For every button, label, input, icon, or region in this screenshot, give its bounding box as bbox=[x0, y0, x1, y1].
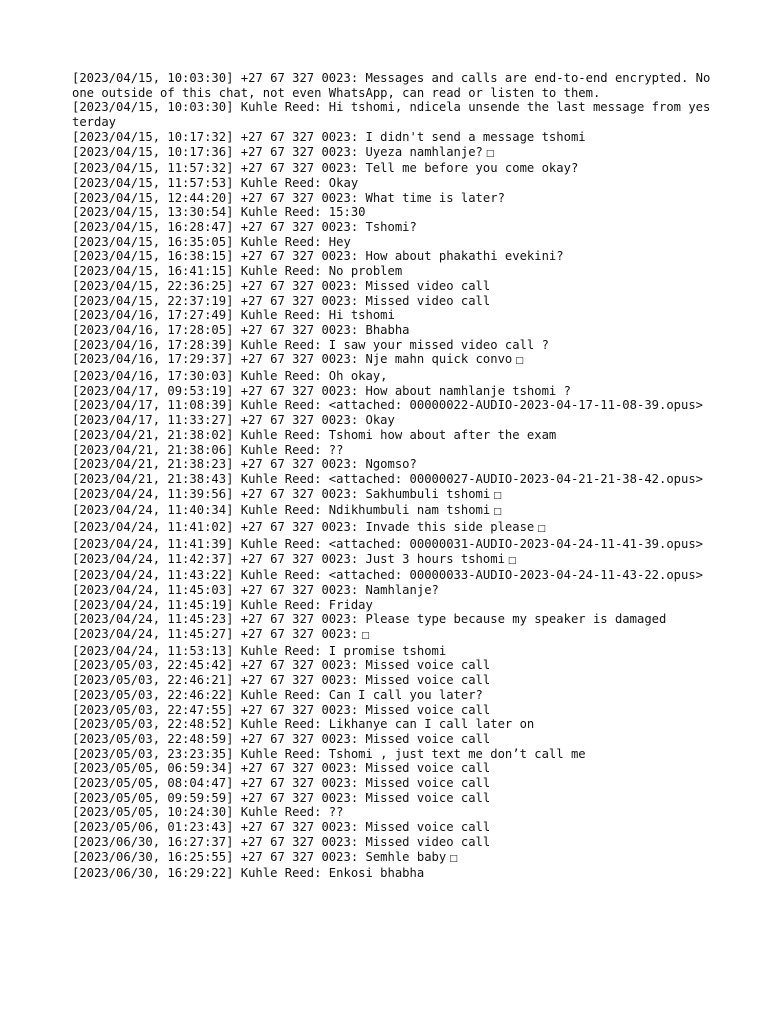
chat-message-text: [2023/06/30, 16:29:22] Kuhle Reed: Enkosi bhabha bbox=[72, 866, 425, 881]
chat-message-text: [2023/04/15, 10:03:30] +27 67 327 0023: Messages and calls are end-to-end encrypted. No one outside of this chat, not even WhatsApp, can read or listen to them. bbox=[72, 71, 718, 100]
chat-message-line bbox=[72, 443, 712, 458]
chat-message-line bbox=[72, 776, 712, 791]
chat-message-text: [2023/04/24, 11:41:02] +27 67 327 0023: Invade this side please bbox=[72, 520, 535, 535]
chat-message-line bbox=[72, 520, 712, 537]
chat-message-text: [2023/04/24, 11:45:03] +27 67 327 0023: Namhlanje? bbox=[72, 582, 439, 597]
chat-message-line bbox=[72, 71, 718, 100]
chat-message-text: [2023/04/15, 16:28:47] +27 67 327 0023: Tshomi? bbox=[72, 220, 417, 235]
chat-message-line bbox=[72, 537, 712, 552]
chat-message-text: [2023/04/16, 17:27:49] Kuhle Reed: Hi tshomi bbox=[72, 308, 395, 323]
chat-message-text: [2023/05/05, 06:59:34] +27 67 327 0023: Missed voice call bbox=[72, 761, 491, 776]
emoji-placeholder-icon: □ bbox=[493, 507, 502, 518]
chat-message-line bbox=[72, 130, 712, 145]
chat-message-text: [2023/05/05, 08:04:47] +27 67 327 0023: Missed voice call bbox=[72, 776, 491, 791]
chat-message-line bbox=[72, 369, 712, 384]
emoji-placeholder-icon: □ bbox=[537, 524, 546, 535]
chat-message-line bbox=[72, 220, 712, 235]
emoji-placeholder-icon: □ bbox=[493, 490, 502, 501]
chat-message-text: [2023/04/16, 17:30:03] Kuhle Reed: Oh okay, bbox=[72, 369, 388, 384]
chat-message-text: [2023/05/03, 22:47:55] +27 67 327 0023: Missed voice call bbox=[72, 702, 491, 717]
chat-message-text: [2023/04/24, 11:40:34] Kuhle Reed: Ndikhumbuli nam tshomi bbox=[72, 503, 491, 518]
chat-message-line bbox=[72, 688, 712, 703]
chat-message-text: [2023/04/21, 21:38:02] Kuhle Reed: Tshomi how about after the exam bbox=[72, 427, 557, 442]
emoji-placeholder-icon: □ bbox=[507, 555, 517, 566]
chat-message-line bbox=[72, 835, 712, 850]
chat-message-text: [2023/05/03, 22:45:42] +27 67 327 0023: Missed voice call bbox=[72, 658, 491, 673]
chat-message-line bbox=[72, 791, 712, 806]
chat-message-line bbox=[72, 457, 712, 472]
chat-message-line bbox=[72, 820, 712, 835]
chat-message-text: [2023/04/15, 11:57:53] Kuhle Reed: Okay bbox=[72, 175, 359, 190]
chat-message-text: [2023/04/24, 11:45:19] Kuhle Reed: Friday bbox=[72, 597, 373, 612]
chat-message-line bbox=[72, 279, 712, 294]
chat-message-line bbox=[72, 338, 712, 353]
chat-message-text: [2023/04/24, 11:45:27] +27 67 327 0023: bbox=[72, 627, 359, 642]
chat-message-line bbox=[72, 145, 712, 162]
chat-message-line bbox=[72, 747, 712, 762]
chat-message-line bbox=[72, 583, 712, 598]
chat-message-text: [2023/04/15, 10:03:30] Kuhle Reed: Hi tshomi, ndicela unsende the last message from yesterday bbox=[72, 100, 711, 130]
chat-message-line bbox=[72, 413, 712, 428]
chat-message-text: [2023/04/24, 11:41:39] Kuhle Reed: <attached: 00000031-AUDIO-2023-04-24-11-41-39.opus> bbox=[72, 536, 704, 551]
chat-message-text: [2023/06/30, 16:25:55] +27 67 327 0023: Semhle baby bbox=[72, 849, 447, 864]
chat-message-text: [2023/04/16, 17:28:39] Kuhle Reed: I saw your missed video call ? bbox=[72, 337, 549, 352]
chat-message-line bbox=[72, 176, 712, 191]
chat-message-line bbox=[72, 323, 712, 338]
chat-message-line bbox=[72, 866, 712, 881]
chat-message-line bbox=[72, 612, 712, 627]
chat-message-text: [2023/04/16, 17:28:05] +27 67 327 0023: Bhabha bbox=[72, 322, 410, 337]
chat-message-text: [2023/05/03, 22:48:52] Kuhle Reed: Likhanye can I call later on bbox=[72, 717, 535, 732]
chat-message-text: [2023/04/24, 11:45:23] +27 67 327 0023: Please type because my speaker is damaged bbox=[72, 612, 667, 627]
chat-message-line bbox=[72, 503, 712, 520]
chat-message-line bbox=[72, 703, 712, 718]
chat-message-line bbox=[72, 568, 712, 583]
chat-message-text: [2023/04/24, 11:43:22] Kuhle Reed: <attached: 00000033-AUDIO-2023-04-24-11-43-22.opus> bbox=[72, 568, 704, 583]
chat-message-text: [2023/04/21, 21:38:06] Kuhle Reed: ?? bbox=[72, 442, 344, 457]
chat-message-text: [2023/05/03, 22:48:59] +27 67 327 0023: Missed voice call bbox=[72, 731, 491, 746]
chat-message-line bbox=[72, 627, 712, 644]
chat-message-text: [2023/04/21, 21:38:43] Kuhle Reed: <attached: 00000027-AUDIO-2023-04-21-21-38-42.opus> bbox=[72, 471, 704, 486]
chat-message-line bbox=[72, 472, 712, 487]
chat-message-text: [2023/04/15, 22:36:25] +27 67 327 0023: Missed video call bbox=[72, 278, 491, 293]
chat-message-text: [2023/04/15, 16:35:05] Kuhle Reed: Hey bbox=[72, 234, 351, 249]
chat-message-text: [2023/05/06, 01:23:43] +27 67 327 0023: Missed voice call bbox=[72, 820, 491, 835]
chat-message-text: [2023/04/21, 21:38:23] +27 67 327 0023: Ngomso? bbox=[72, 457, 417, 472]
chat-message-line bbox=[72, 644, 712, 659]
chat-message-line bbox=[72, 308, 712, 323]
chat-message-line bbox=[72, 761, 712, 776]
chat-message-line bbox=[72, 717, 712, 732]
chat-message-line bbox=[72, 294, 712, 309]
chat-message-line bbox=[72, 658, 712, 673]
chat-message-line bbox=[72, 191, 712, 206]
chat-message-line bbox=[72, 249, 712, 264]
chat-message-line bbox=[72, 235, 712, 250]
chat-message-text: [2023/04/15, 16:41:15] Kuhle Reed: No problem bbox=[72, 264, 403, 279]
chat-message-line bbox=[72, 805, 712, 820]
chat-message-text: [2023/04/15, 22:37:19] +27 67 327 0023: Missed video call bbox=[72, 293, 491, 308]
emoji-placeholder-icon: □ bbox=[515, 356, 524, 367]
chat-message-text: [2023/04/15, 13:30:54] Kuhle Reed: 15:30 bbox=[72, 205, 366, 220]
chat-message-line bbox=[72, 732, 712, 747]
chat-message-line bbox=[72, 673, 712, 688]
chat-message-line bbox=[72, 398, 712, 413]
emoji-placeholder-icon: □ bbox=[449, 853, 458, 864]
chat-message-line bbox=[72, 384, 712, 399]
chat-message-text: [2023/06/30, 16:27:37] +27 67 327 0023: Missed video call bbox=[72, 834, 491, 849]
chat-message-line bbox=[72, 598, 712, 613]
chat-message-text: [2023/04/15, 12:44:20] +27 67 327 0023: What time is later? bbox=[72, 190, 505, 205]
chat-message-text: [2023/04/15, 11:57:32] +27 67 327 0023: Tell me before you come okay? bbox=[72, 161, 579, 176]
chat-message-text: [2023/04/15, 10:17:32] +27 67 327 0023: I didn't send a message tshomi bbox=[72, 129, 586, 144]
chat-message-line bbox=[72, 205, 712, 220]
chat-message-text: [2023/05/03, 22:46:22] Kuhle Reed: Can I call you later? bbox=[72, 687, 483, 702]
chat-message-text: [2023/05/05, 10:24:30] Kuhle Reed: ?? bbox=[72, 805, 344, 820]
chat-message-text: [2023/05/05, 09:59:59] +27 67 327 0023: Missed voice call bbox=[72, 790, 491, 805]
chat-message-text: [2023/04/15, 10:17:36] +27 67 327 0023: Uyeza namhlanje? bbox=[72, 144, 483, 159]
chat-message-line bbox=[72, 352, 712, 369]
chat-message-text: [2023/04/15, 16:38:15] +27 67 327 0023: How about phakathi evekini? bbox=[72, 249, 564, 264]
chat-message-text: [2023/05/03, 23:23:35] Kuhle Reed: Tshomi , just text me don’t call me bbox=[72, 746, 586, 761]
chat-message-text: [2023/04/16, 17:29:37] +27 67 327 0023: Nje mahn quick convo bbox=[72, 352, 513, 367]
chat-message-text: [2023/04/17, 09:53:19] +27 67 327 0023: How about namhlanje tshomi ? bbox=[72, 383, 571, 398]
chat-message-text: [2023/04/24, 11:39:56] +27 67 327 0023: Sakhumbuli tshomi bbox=[72, 486, 491, 501]
chat-message-line bbox=[72, 487, 712, 504]
chat-message-text: [2023/04/24, 11:53:13] Kuhle Reed: I promise tshomi bbox=[72, 643, 447, 658]
chat-message-line bbox=[72, 850, 712, 867]
chat-message-text: [2023/05/03, 22:46:21] +27 67 327 0023: Missed voice call bbox=[72, 673, 491, 688]
chat-message-line bbox=[72, 552, 712, 569]
chat-message-text: [2023/04/17, 11:08:39] Kuhle Reed: <attached: 00000022-AUDIO-2023-04-17-11-08-39.opus> bbox=[72, 398, 704, 413]
chat-transcript bbox=[72, 71, 718, 881]
chat-message-line bbox=[72, 161, 712, 176]
emoji-placeholder-icon: □ bbox=[361, 631, 370, 642]
chat-message-text: [2023/04/24, 11:42:37] +27 67 327 0023: Just 3 hours tshomi bbox=[72, 551, 505, 566]
chat-message-line bbox=[72, 100, 712, 129]
chat-message-text: [2023/04/17, 11:33:27] +27 67 327 0023: Okay bbox=[72, 413, 395, 428]
chat-message-line bbox=[72, 428, 712, 443]
chat-message-line bbox=[72, 264, 712, 279]
emoji-placeholder-icon: □ bbox=[485, 148, 495, 159]
